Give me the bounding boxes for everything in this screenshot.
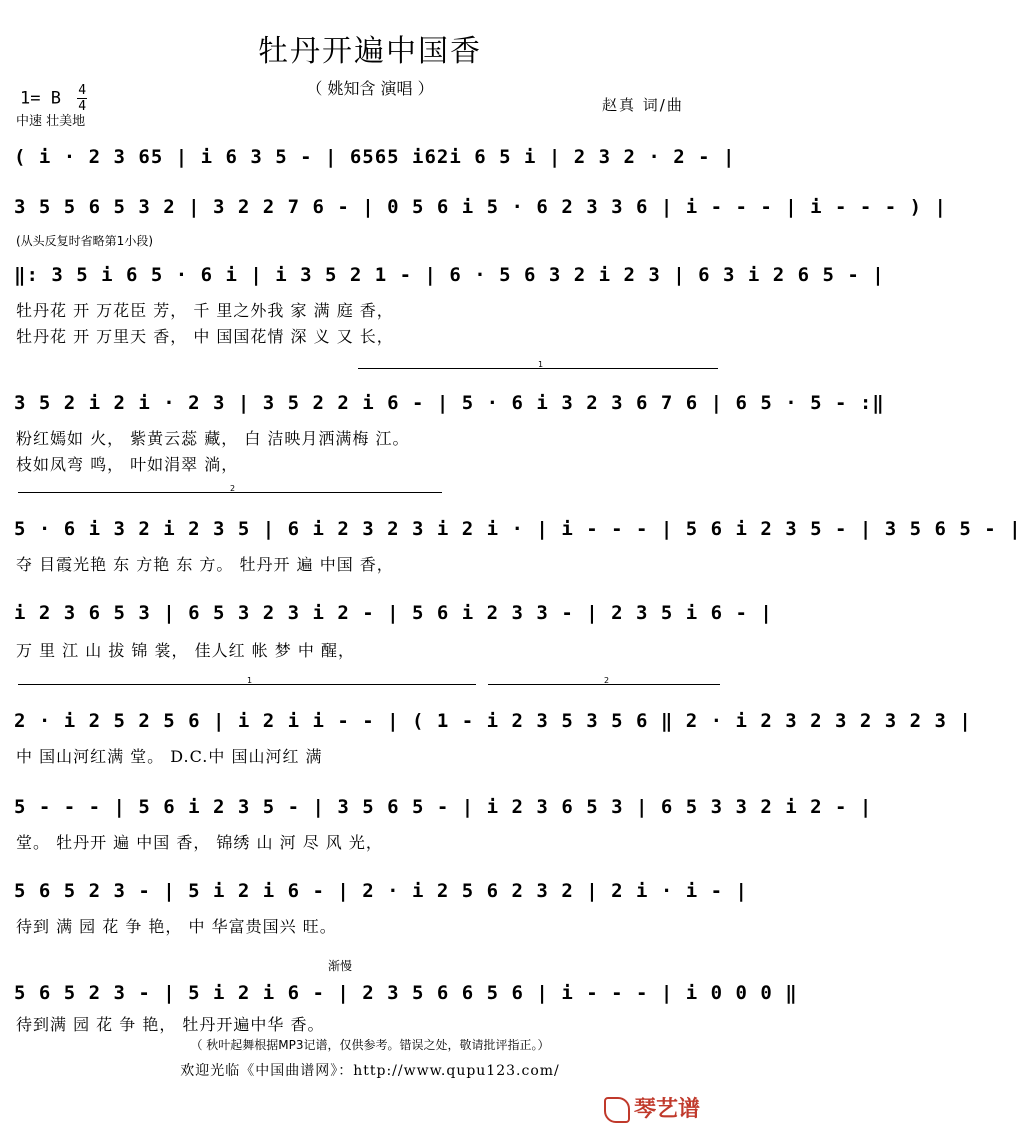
intro-note: (从头反复时省略第1小段) xyxy=(16,234,153,248)
volta-bracket-2: 2 xyxy=(18,492,442,503)
lyric-row-6: 万 里 江 山 拔 锦 裳， 佳人红 帐 梦 中 醒， xyxy=(16,641,355,660)
notation-row-1: ( i · 2 3 65 | i 6 3 5 - | 6565 i62i 6 5 i | 2 3 2 · 2 - | xyxy=(14,146,736,168)
lyric-row-8: 堂。 牡丹开 遍 中国 香， 锦绣 山 河 尽 风 光， xyxy=(16,833,383,852)
tempo-marking: 中速 壮美地 xyxy=(16,114,86,129)
transcription-footnote: （ 秋叶起舞根据MP3记谱，仅供参考。错误之处，敬请批评指正。） xyxy=(190,1038,550,1052)
lyric-row-3b: 牡丹花 开 万里天 香， 中 国国花情 深 义 又 长， xyxy=(16,327,394,346)
site-logo xyxy=(604,1092,700,1123)
notation-row-6: i 2 3 6 5 3 | 6 5 3 2 3 i 2 - | 5 6 i 2 3 3 - | 2 3 5 i 6 - | xyxy=(14,602,773,624)
notation-row-2: 3 5 5 6 5 3 2 | 3 2 2 7 6 - | 0 5 6 i 5 · 6 2 3 3 6 | i - - - | i - - - ) | xyxy=(14,196,947,218)
notation-row-4: 3 5 2 i 2 i · 2 3 | 3 5 2 2 i 6 - | 5 · 6 i 3 2 3 6 7 6 | 6 5 · 5 - :‖ xyxy=(14,392,885,414)
lyric-row-10: 待到满 园 花 争 艳， 牡丹开遍中华 香。 xyxy=(16,1015,325,1034)
credit-line: 赵真 词/曲 xyxy=(602,96,684,114)
notation-row-7: 2 · i 2 5 2 5 6 | i 2 i i - - | ( 1 - i 2 3 5 3 5 6 ‖ 2 · i 2 3 2 3 2 3 2 3 | xyxy=(14,710,972,732)
key-label: 1= B xyxy=(20,88,61,109)
notation-row-5: 5 · 6 i 3 2 i 2 3 5 | 6 i 2 3 2 3 i 2 i · | i - - - | 5 6 i 2 3 5 - | 3 5 6 5 - | xyxy=(14,518,1022,540)
lyric-row-3a: 牡丹花 开 万花臣 芳， 千 里之外我 家 满 庭 香， xyxy=(16,301,394,320)
song-title: 牡丹开遍中国香 xyxy=(258,34,482,69)
lyric-row-4b: 枝如凤弯 鸣， 叶如涓翠 淌， xyxy=(16,455,239,474)
time-signature-top: 4 xyxy=(78,83,87,98)
lyric-row-5: 夺 目霞光艳 东 方艳 东 方。 牡丹开 遍 中国 香， xyxy=(16,555,394,574)
volta-bracket-1: 1 xyxy=(358,368,718,379)
ritardando-marking: 渐慢 xyxy=(328,959,353,973)
notation-row-8: 5 - - - | 5 6 i 2 3 5 - | 3 5 6 5 - | i 2 3 6 5 3 | 6 5 3 3 2 i 2 - | xyxy=(14,796,873,818)
time-signature xyxy=(77,84,87,113)
performer-subtitle: （ 姚知含 演唱 ） xyxy=(306,79,434,98)
lyric-row-7: 中 国山河红满 堂。 D.C.中 国山河红 满 xyxy=(16,747,323,766)
notation-row-10: 5 6 5 2 3 - | 5 i 2 i 6 - | 2 3 5 6 6 5 6 | i - - - | i 0 0 0 ‖ xyxy=(14,982,798,1004)
volta-bracket-3: 1 xyxy=(18,684,476,695)
notation-row-3: ‖: 3 5 i 6 5 · 6 i | i 3 5 2 1 - | 6 · 5 6 3 2 i 2 3 | 6 3 i 2 6 5 - | xyxy=(14,264,885,286)
notation-row-9: 5 6 5 2 3 - | 5 i 2 i 6 - | 2 · i 2 5 6 2 3 2 | 2 i · i - | xyxy=(14,880,748,902)
welcome-line: 欢迎光临《中国曲谱网》：http://www.qupu123.com/ xyxy=(180,1063,560,1079)
time-signature-bottom: 4 xyxy=(78,99,87,114)
logo-icon xyxy=(604,1097,630,1123)
key-signature xyxy=(20,84,87,113)
lyric-row-4a: 粉红嫣如 火， 紫黄云蕊 藏， 白 洁映月洒满梅 江。 xyxy=(16,429,410,448)
volta-bracket-4: 2 xyxy=(488,684,720,695)
logo-text: 琴艺谱 xyxy=(634,1097,701,1122)
lyric-row-9: 待到 满 园 花 争 艳， 中 华富贵国兴 旺。 xyxy=(16,917,337,936)
